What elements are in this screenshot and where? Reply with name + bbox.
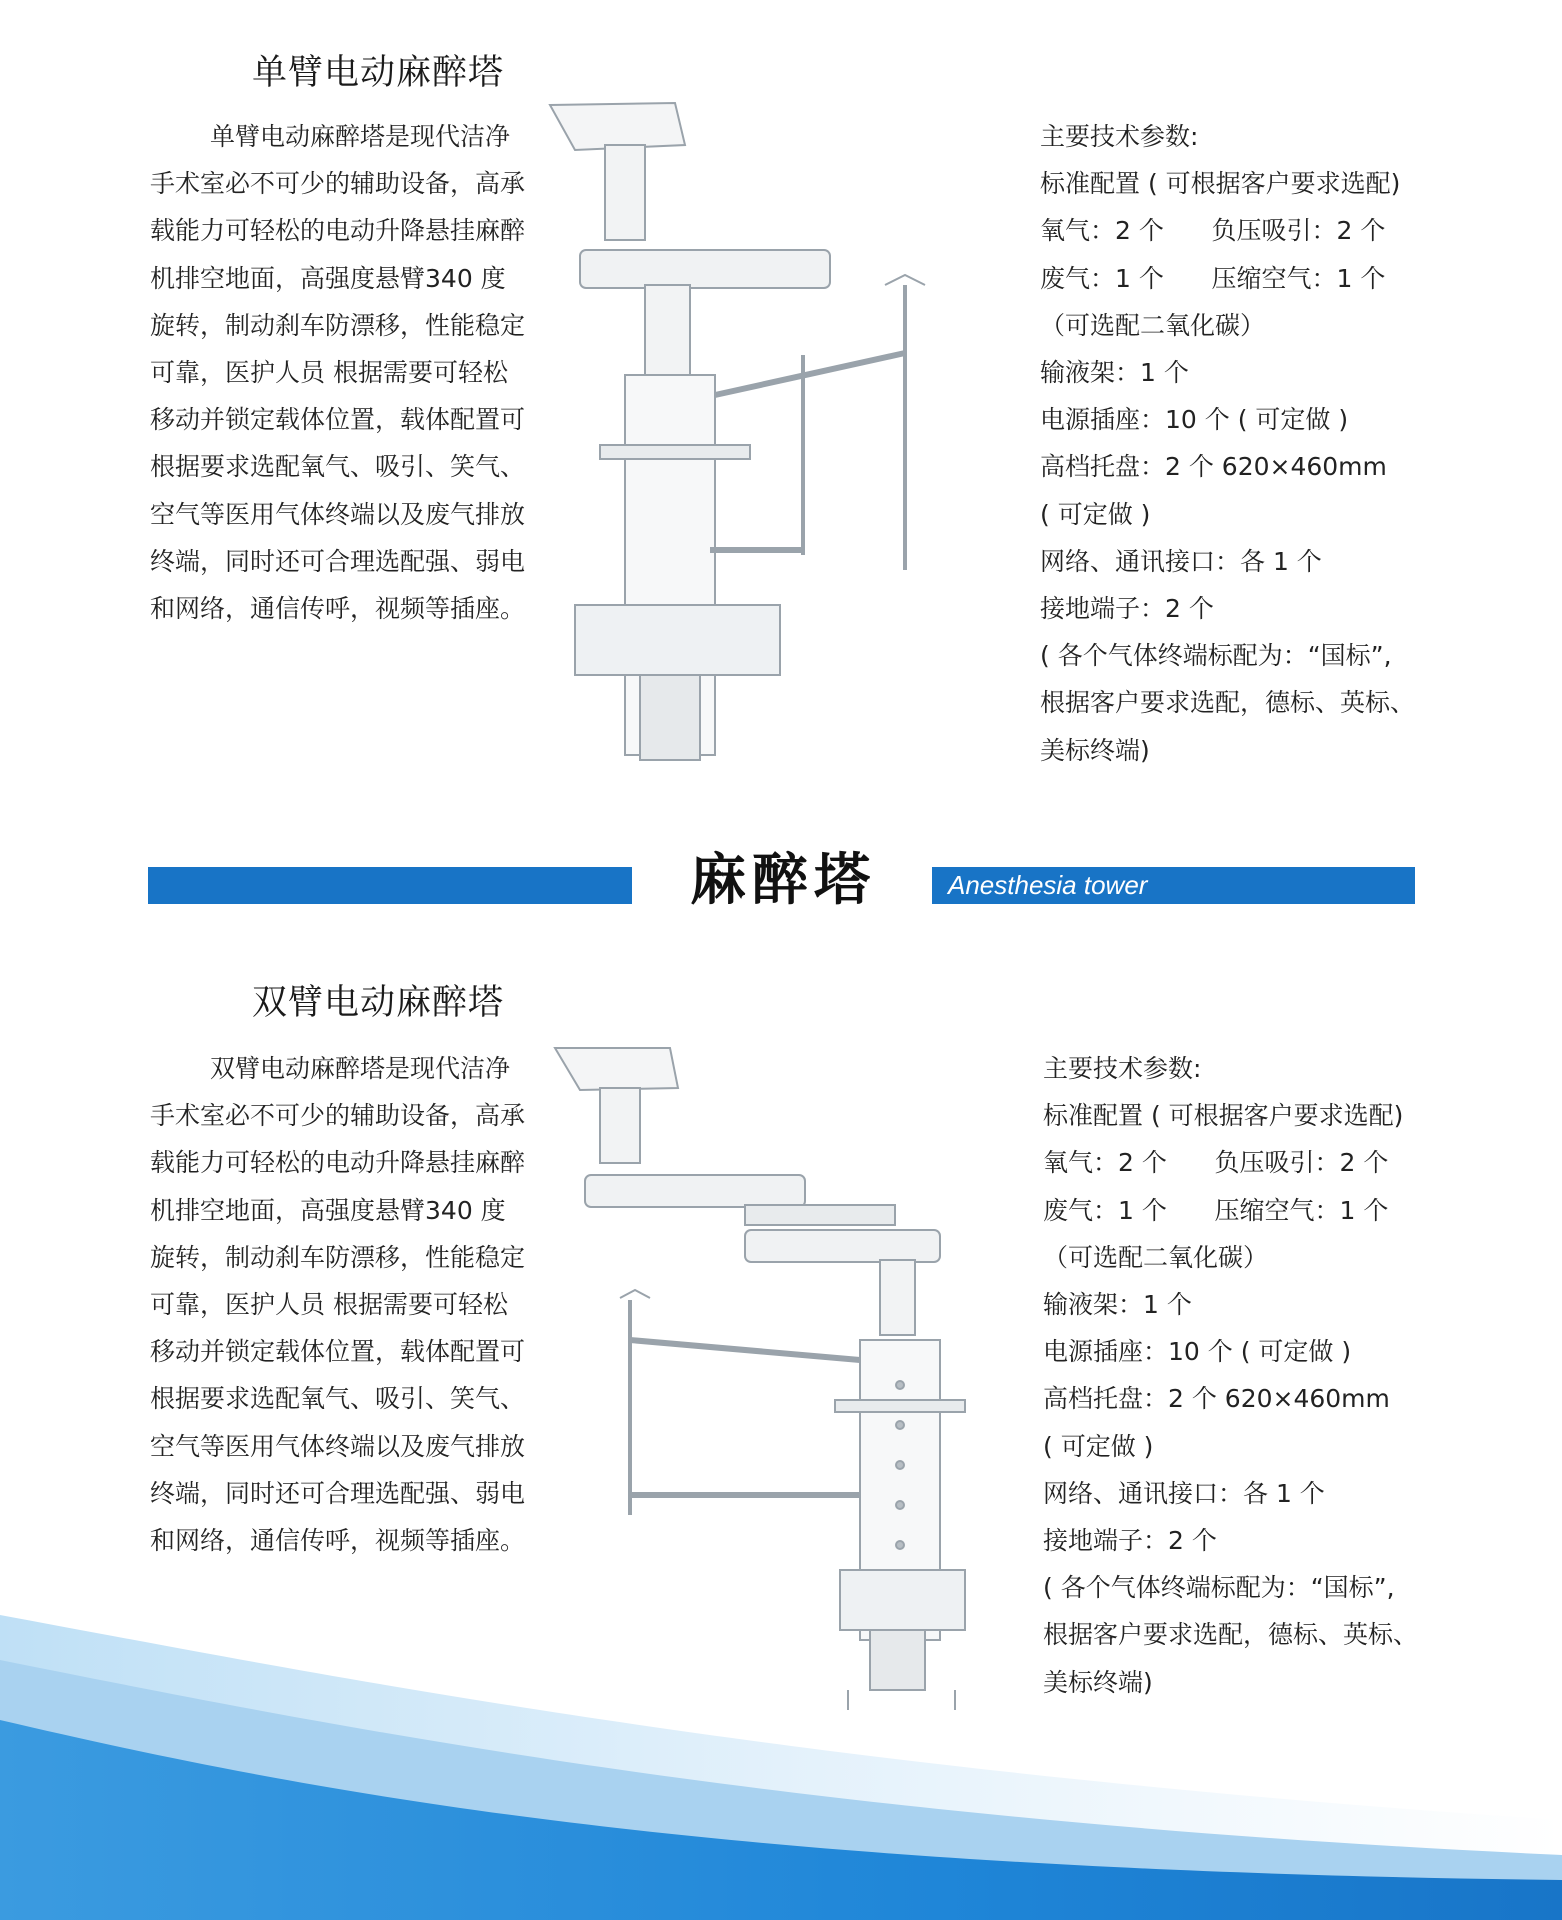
param-line: （可选配二氧化碳） <box>1040 310 1266 340</box>
param-line: 根据客户要求选配，德标、英标、 <box>1043 1620 1419 1650</box>
banner-title-cn: 麻醉塔 <box>690 847 876 913</box>
param-line: 美标终端) <box>1043 1667 1153 1697</box>
param-line: 网络、通讯接口：各 1 个 <box>1040 546 1322 576</box>
param-line: 输液架：1 个 <box>1043 1290 1192 1320</box>
param-line: 废气：1 个 压缩空气：1 个 <box>1040 263 1386 293</box>
param-line: 主要技术参数: <box>1043 1054 1202 1083</box>
double-arm-description <box>150 1045 530 1564</box>
param-line: 接地端子：2 个 <box>1043 1526 1217 1556</box>
param-line: 美标终端) <box>1040 735 1150 765</box>
param-line: ( 可定做 ) <box>1040 499 1151 529</box>
param-line: 电源插座：10 个 ( 可定做 ) <box>1040 405 1349 435</box>
single-arm-title: 单臂电动麻醉塔 <box>252 53 505 93</box>
single-arm-description <box>150 113 530 632</box>
param-line: 标准配置 ( 可根据客户要求选配) <box>1040 169 1401 199</box>
param-line: 高档托盘：2 个 620×460mm <box>1040 452 1387 482</box>
param-line: 电源插座：10 个 ( 可定做 ) <box>1043 1337 1352 1367</box>
param-line: ( 各个气体终端标配为：“国标”, <box>1040 641 1392 671</box>
param-line: 氧气：2 个 负压吸引：2 个 <box>1040 216 1386 246</box>
double-arm-title: 双臂电动麻醉塔 <box>252 983 505 1023</box>
param-line: 高档托盘：2 个 620×460mm <box>1043 1384 1390 1414</box>
param-line: 输液架：1 个 <box>1040 358 1189 388</box>
banner-title-en: Anesthesia tower <box>948 870 1148 900</box>
param-line: 废气：1 个 压缩空气：1 个 <box>1043 1195 1389 1225</box>
double-arm-description-text: 双臂电动麻醉塔是现代洁净手术室必不可少的辅助设备，高承载能力可轻松的电动升降悬挂麻醉机排空地面，高强度悬臂340 度旋转，制动刹车防漂移，性能稳定可靠，医护人员 根据需要可轻松移动并锁定载体位置，载体配置可根据要求选配氧气、吸引、笑气、空气等医用气体终端以及废气排放终端，同时还可合理选配强、弱电和网络，通信传呼，视频等插座。 <box>150 1054 526 1556</box>
param-line: 网络、通讯接口：各 1 个 <box>1043 1478 1325 1508</box>
param-line: 标准配置 ( 可根据客户要求选配) <box>1043 1101 1404 1131</box>
single-arm-params <box>1040 113 1460 774</box>
param-line: 根据客户要求选配，德标、英标、 <box>1040 688 1416 718</box>
param-line: 氧气：2 个 负压吸引：2 个 <box>1043 1148 1389 1178</box>
param-line: 接地端子：2 个 <box>1040 594 1214 624</box>
param-line: ( 可定做 ) <box>1043 1431 1154 1461</box>
param-line: 主要技术参数: <box>1040 122 1199 151</box>
banner-left-bar <box>148 867 632 904</box>
param-line: （可选配二氧化碳） <box>1043 1242 1269 1272</box>
single-arm-tower-image <box>545 95 1015 785</box>
bottom-wave-decoration <box>0 1570 1562 1920</box>
param-line: ( 各个气体终端标配为：“国标”, <box>1043 1573 1395 1603</box>
single-arm-description-text: 单臂电动麻醉塔是现代洁净手术室必不可少的辅助设备，高承载能力可轻松的电动升降悬挂麻醉机排空地面，高强度悬臂340 度旋转，制动刹车防漂移，性能稳定可靠，医护人员 根据需要可轻松移动并锁定载体位置，载体配置可根据要求选配氧气、吸引、笑气、空气等医用气体终端以及废气排放终端，同时还可合理选配强、弱电和网络，通信传呼，视频等插座。 <box>150 122 526 624</box>
